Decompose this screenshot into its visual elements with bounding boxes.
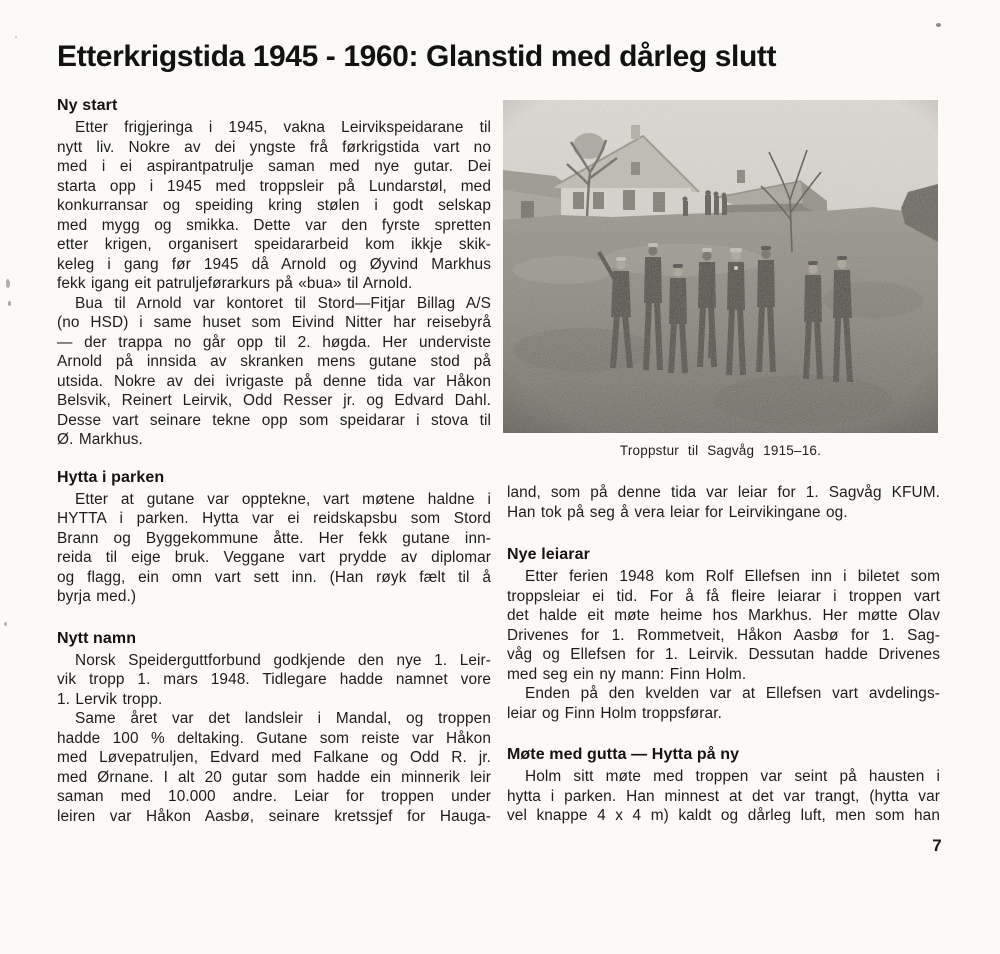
scan-speck xyxy=(15,36,17,38)
paragraph xyxy=(507,767,940,826)
photo-illustration xyxy=(503,100,938,433)
page-number: 7 xyxy=(932,836,942,855)
text-line: vik tropp 1. mars 1948. Tidlegare hadde namnet vore xyxy=(57,671,491,688)
text-line: etter krigen, organisert speidararbeid kom ikkje skik- xyxy=(57,236,491,253)
scan-speck xyxy=(8,301,11,306)
text-line: vel knappe 4 x 4 m) kaldt og dårleg luft, men som han xyxy=(507,807,940,824)
page-title: Etterkrigstida 1945 - 1960: Glanstid med dårleg slutt xyxy=(57,40,777,73)
text-line: med i ei aspirantpatrulje saman med nye gutar. Dei xyxy=(57,158,491,175)
text-line: Ø. Markhus. xyxy=(57,431,143,448)
photo-caption: Troppstur til Sagvåg 1915–16. xyxy=(619,443,822,458)
text-line: Holm sitt møte med troppen var seint på hausten i xyxy=(525,768,940,785)
text-line: saman med 10.000 andre. Leiar for troppen under xyxy=(57,788,491,805)
text-line: fekk igang eit patruljeførarkurs på «bua» til Arnold. xyxy=(57,275,413,292)
text-line: Drivenes for 1. Rommetveit, Håkon Aasbø for 1. Sag- xyxy=(507,626,940,644)
text-line: Enden på den kvelden var at Ellefsen vart avdelings- xyxy=(525,685,940,702)
text-line: Arnold på innsida av skranken mens gutane stod på xyxy=(57,353,491,370)
section-heading: Nytt namn xyxy=(57,629,137,647)
text-line: hytta i parken. Han minnest at det var trangt, (hytta var xyxy=(507,787,940,805)
paragraph xyxy=(507,684,940,723)
text-line: Han tok på seg å vera leiar for Leirvikingane og. xyxy=(507,503,848,521)
text-line: Bua til Arnold var kontoret til Stord—Fitjar Billag A/S xyxy=(75,294,491,312)
text-line: nytt liv. Nokre av dei yngste frå førkrigstida vart no xyxy=(57,138,491,156)
text-line: Desse vart seinare tekne opp som speidarar i stova til xyxy=(57,411,491,429)
right-text-column xyxy=(507,483,940,826)
text-line: (no HSD) i same huset som Eivind Nitter har reisebyrå xyxy=(57,314,491,331)
text-line: det halde eit møte heime hos Markhus. Her møtte Olav xyxy=(507,607,940,624)
text-line: Norsk Speiderguttforbund godkjende den nye 1. Leir- xyxy=(75,651,491,669)
text-line: troppsleiar ei tid. For å få fleire leiarar i troppen vart xyxy=(507,587,940,605)
text-line: utsida. Nokre av dei ivrigaste på denne tida var Håkon xyxy=(57,372,491,390)
text-line: med Ørnane. I alt 20 gutar som hadde ein minnerik leir xyxy=(57,768,491,786)
paragraph xyxy=(57,118,491,294)
scan-speck xyxy=(4,622,7,626)
text-line: med seg ein ny mann: Finn Holm. xyxy=(507,665,747,683)
text-line: HYTTA i parken. Hytta var ei reidskapsbu som Stord xyxy=(57,510,491,527)
text-line: — der trappa no går opp til 2. høgda. Her underviste xyxy=(57,333,491,351)
text-line: starta opp i 1945 med troppsleir på Lundarstøl, med xyxy=(57,177,491,195)
photo xyxy=(503,100,938,433)
text-line: med Løvepatruljen, Edvard med Falkane og Odd R. jr. xyxy=(57,749,491,766)
text-line: Brann og Byggekommune åtte. Her fekk gutane inn- xyxy=(57,529,491,547)
text-line: våg og Ellefsen for 1. Leirvik. Dessutan hadde Drivenes xyxy=(507,646,940,663)
text-line: reida til eige bruk. Veggane vart prydde av diplomar xyxy=(57,549,491,566)
text-line: leiren var Håkon Aasbø, seinare kretssjef for Hauga- xyxy=(57,807,491,825)
paragraph xyxy=(57,294,491,450)
paragraph xyxy=(57,490,491,607)
scan-speck xyxy=(6,279,10,288)
text-line: byrja med.) xyxy=(57,588,137,605)
text-line: Etter at gutane var opptekne, vart møtene haldne i xyxy=(75,490,491,508)
paragraph xyxy=(507,567,940,684)
text-line: hadde 100 % deltaking. Gutane som reiste var Håkon xyxy=(57,729,491,747)
text-line: keleg i gang før 1945 då Arnold og Øyvind Markhus xyxy=(57,255,491,273)
text-line: Etter ferien 1948 kom Rolf Ellefsen inn i biletet som xyxy=(525,568,940,585)
section-heading: Nye leiarar xyxy=(507,546,590,563)
text-line: land, som på denne tida var leiar for 1. Sagvåg KFUM. xyxy=(507,484,940,501)
text-line: konkurransar og speiding kring stølen i godt selskap xyxy=(57,197,491,214)
text-line: Same året var det landsleir i Mandal, og troppen xyxy=(75,710,491,727)
section-heading: Ny start xyxy=(57,97,118,114)
text-line: Etter frigjeringa i 1945, vakna Leirvikspeidarane til xyxy=(75,119,491,136)
scan-speck xyxy=(936,23,941,27)
section-heading: Møte med gutta — Hytta på ny xyxy=(507,746,740,763)
paragraph xyxy=(57,709,491,826)
left-text-column xyxy=(57,96,491,826)
paragraph xyxy=(57,651,491,710)
text-line: leiar og Finn Holm troppsførar. xyxy=(507,704,722,722)
paragraph xyxy=(507,483,940,522)
text-line: 1. Lervik tropp. xyxy=(57,690,163,708)
text-line: og flagg, ein omn vart sett inn. (Han røyk fælt til å xyxy=(57,568,491,586)
text-line: med mygg og smikka. Dette var den fyrste spretten xyxy=(57,216,491,234)
text-line: Belsvik, Reinert Leirvik, Odd Resser jr. og Edvard Dahl. xyxy=(57,392,491,409)
section-heading: Hytta i parken xyxy=(57,468,165,486)
